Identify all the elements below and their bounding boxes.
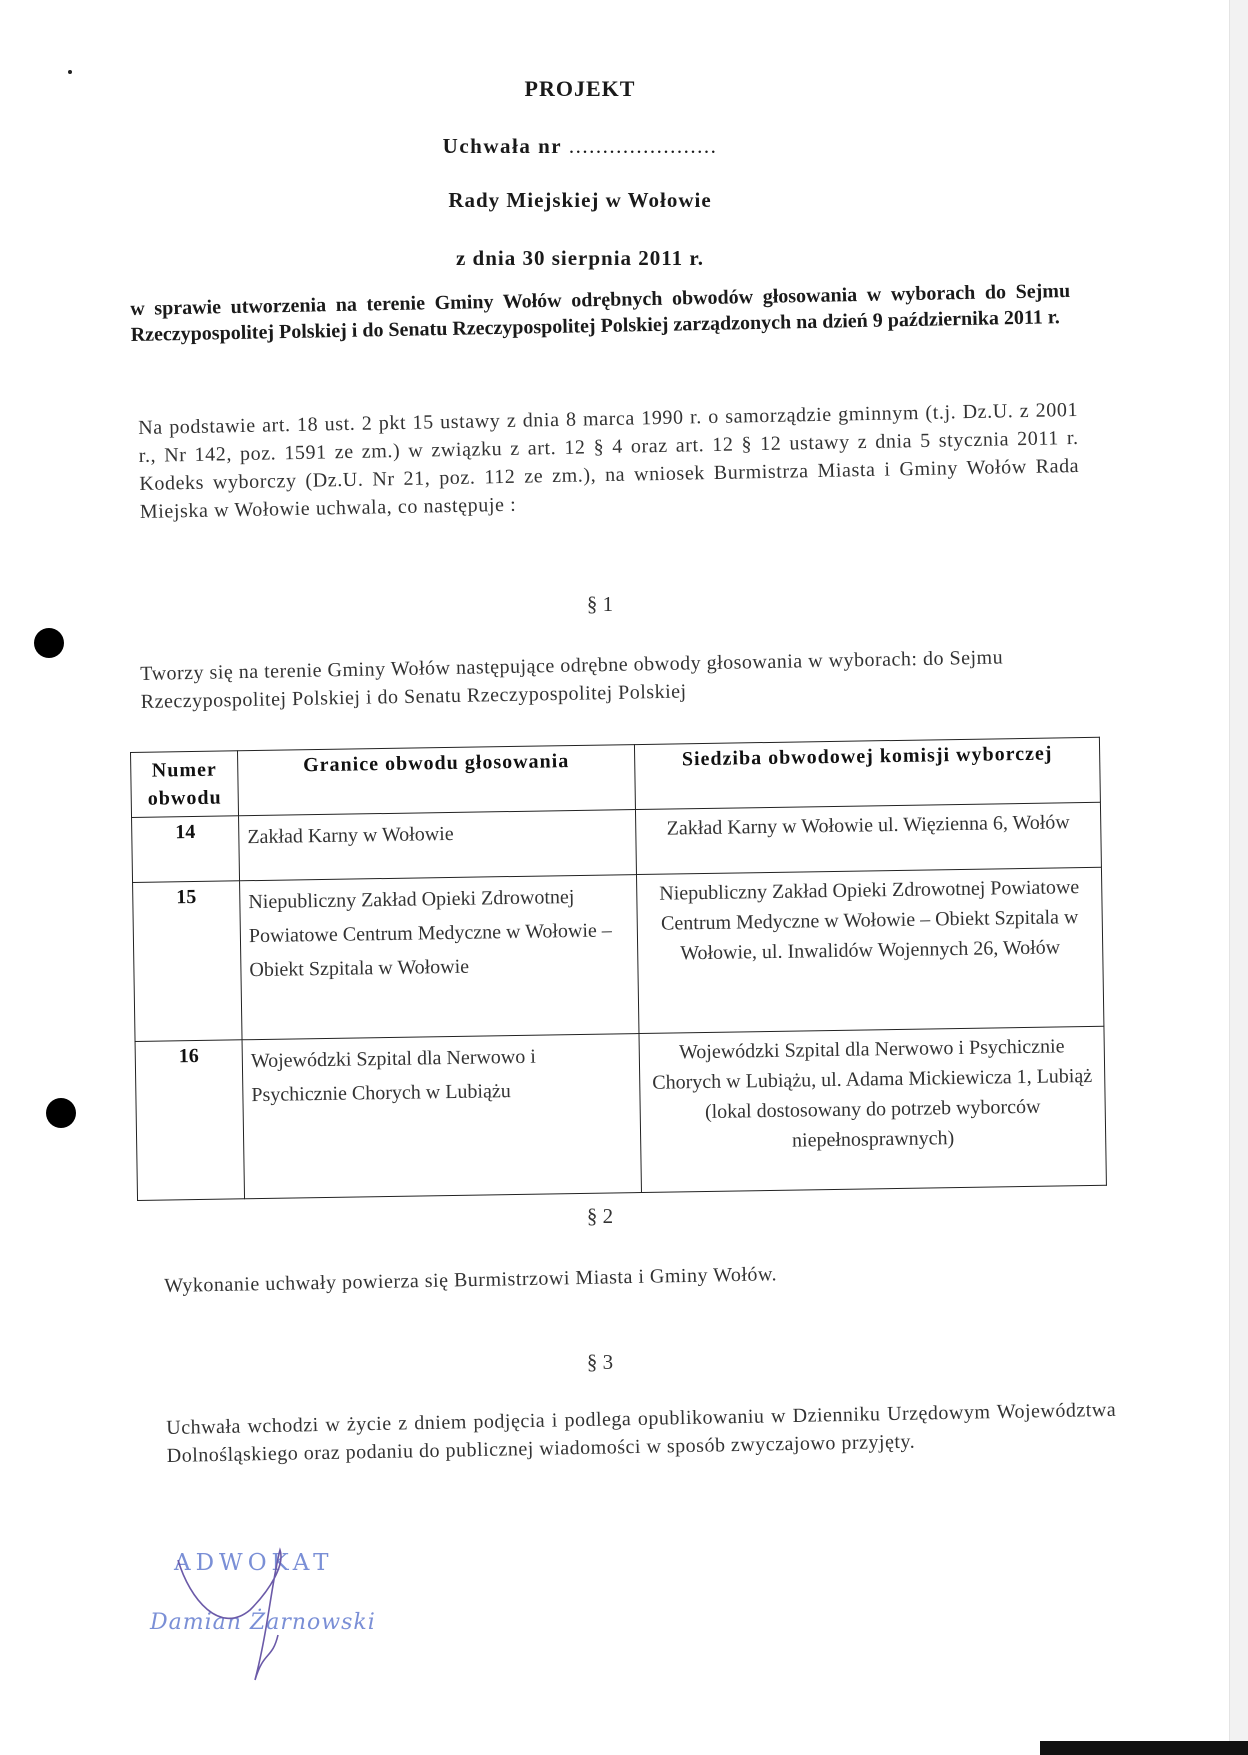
section-2-text: Wykonanie uchwały powierza się Burmistrzowi Miasta i Gminy Wołów. (164, 1263, 778, 1297)
district-number: 14 (132, 816, 240, 883)
header-commission-seat: Siedziba obwodowej komisji wyborczej (634, 737, 1100, 809)
section-3-heading: § 3 (586, 1350, 614, 1374)
resolution-subject: w sprawie utworzenia na terenie Gminy Wołów odrębnych obwodów głosowania w wyborach do Sejmu Rzeczypospolitej Polskiej i do Senatu Rzeczypospolitej Polskiej zarządzonych na dzień 9 października 2011 r. (130, 279, 1071, 346)
section-2-heading: § 2 (586, 1204, 614, 1228)
header-district-bounds: Granice obwodu głosowania (237, 745, 635, 816)
scan-bottom-mark (1040, 1741, 1248, 1755)
section-1-text: Tworzy się na terenie Gminy Wołów następujące odrębne obwody głosowania w wyborach: do Sejmu Rzeczypospolitej Polskiej i do Senatu Rzeczypospolitej Polskiej (140, 646, 1004, 713)
district-bounds: Wojewódzki Szpital dla Nerwowo i Psychicznie Chorych w Lubiążu (242, 1034, 641, 1199)
header-district-number: Numer obwodu (131, 751, 239, 818)
signature-icon (160, 1540, 360, 1690)
resolution-number-placeholder: ...................... (568, 134, 718, 158)
legal-basis: Na podstawie art. 18 ust. 2 pkt 15 ustawy z dnia 8 marca 1990 r. o samorządzie gminnym (t.j. Dz.U. z 2001 r., Nr 142, poz. 1591 ze zm.) w związku z art. 12 § 4 oraz art. 12 § 12 ustawy z dnia 5 stycznia 2011 r. Kodeks wyborczy (Dz.U. Nr 21, poz. 112 ze zm.), na wniosek Burmistrza Miasta i Gminy Wołów Rada Miejska w Wołowie uchwala, co następuje : (138, 398, 1080, 523)
voting-districts-table (130, 737, 1107, 1201)
district-number: 15 (133, 881, 242, 1042)
table-row (133, 867, 1104, 1041)
scan-edge (1229, 0, 1248, 1755)
commission-seat: Niepubliczny Zakład Opieki Zdrowotnej Powiatowe Centrum Medyczne w Wołowie – Obiekt Szpitala w Wołowie, ul. Inwalidów Wojennych 26, Wołów (636, 867, 1103, 1033)
stamp-name: Damian Żarnowski (150, 1610, 376, 1635)
resolution-label: Uchwała nr (442, 134, 563, 158)
punch-hole-top (34, 628, 64, 658)
resolution-date: z dnia 30 sierpnia 2011 r. (455, 246, 705, 270)
lawyer-stamp (150, 1540, 390, 1690)
council-name: Rady Miejskiej w Wołowie (448, 188, 712, 212)
resolution-number (0, 134, 1160, 159)
stamp-title: ADWOKAT (174, 1550, 334, 1576)
punch-hole-bottom (46, 1098, 76, 1128)
document-label: PROJEKT (524, 76, 636, 101)
commission-seat: Wojewódzki Szpital dla Nerwowo i Psychicznie Chorych w Lubiążu, ul. Adama Mickiewicza 1, Lubiąż (lokal dostosowany do potrzeb wyborców niepełnosprawnych) (639, 1026, 1106, 1192)
commission-seat: Zakład Karny w Wołowie ul. Więzienna 6, Wołów (635, 802, 1101, 874)
section-1-heading: § 1 (586, 592, 614, 616)
district-bounds: Zakład Karny w Wołowie (239, 810, 637, 881)
district-number: 16 (135, 1040, 244, 1201)
section-3-text: Uchwała wchodzi w życie z dniem podjęcia i podlega opublikowaniu w Dzienniku Urzędowym Województwa Dolnośląskiego oraz podaniu do publicznej wiadomości w sposób zwyczajowo przyjęty. (166, 1398, 1117, 1467)
scan-speck (68, 70, 72, 74)
district-bounds: Niepubliczny Zakład Opieki Zdrowotnej Powiatowe Centrum Medyczne w Wołowie – Obiekt Szpitala w Wołowie (240, 875, 639, 1040)
table-row (135, 1026, 1106, 1200)
